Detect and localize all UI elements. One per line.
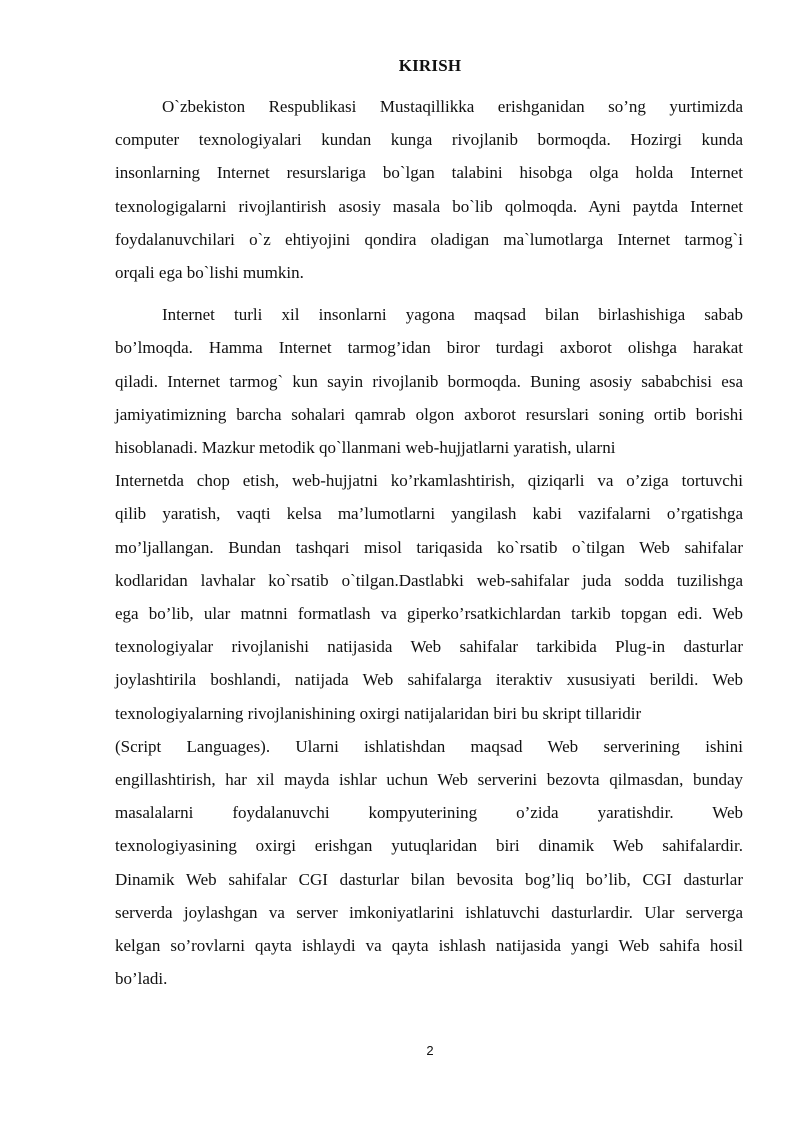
paragraph-2 [115,298,743,464]
text-line: Internet turli xil insonlarni yagona maqsad bilan birlashishiga sabab [162,305,743,325]
text-line: joylashtirila boshlandi, natijada Web sahifalarga iteraktiv xususiyati berildi. Web [115,670,743,690]
text-line: (Script Languages). Ularni ishlatishdan maqsad Web serverining ishini [115,736,743,756]
text-line: engillashtirish, har xil mayda ishlar uchun Web serverini bezovta qilmasdan, bunday [115,770,743,790]
text-line: Internetda chop etish, web-hujjatni ko’rkamlashtirish, qiziqarli va o’ziga tortuvchi [115,471,743,491]
text-line: ega bo’lib, ular matnni formatlash va giperko’rsatkichlardan tarkib topgan edi. Web [115,604,743,624]
text-line: bo’lmoqda. Hamma Internet tarmog’idan biror turdagi axborot olishga harakat [115,338,743,358]
text-line: O`zbekiston Respublikasi Mustaqillikka erishganidan so’ng yurtimizda [162,97,743,116]
text-line: qilib yaratish, vaqti kelsa ma’lumotlarni yangilash kabi vazifalarni o’rgatishga [115,504,743,524]
text-line: texnologiyalar rivojlanishi natijasida Web sahifalar tarkibida Plug-in dasturlar [115,637,743,657]
text-line: mo’ljallangan. Bundan tashqari misol tariqasida ko`rsatib o`tilgan Web sahifalar [115,537,743,557]
text-line: texnologiyalarning rivojlanishining oxirgi natijalaridan biri bu skript tillaridir [115,703,642,723]
text-line: texnologigalarni rivojlantirish asosiy masala bo`lib qolmoqda. Ayni paytda Internet [115,196,743,216]
page-number: 2 [426,1043,434,1058]
text-line: insonlarning Internet resurslariga bo`lgan talabini hisobga olga holda Internet [115,163,743,183]
text-line: computer texnologiyalari kundan kunga rivojlanib bormoqda. Hozirgi kunda [115,130,743,150]
text-line: qiladi. Internet tarmog` kun sayin rivojlanib bormoqda. Buning asosiy sababchisi esa [115,371,743,391]
text-line: orqali ega bo`lishi mumkin. [115,263,304,283]
paragraph-3 [115,464,743,730]
page-title: KIRISH [398,56,462,75]
text-line: kodlaridan lavhalar ko`rsatib o`tilgan.Dastlabki web-sahifalar juda sodda tuzilishga [115,570,743,590]
text-line: masalalarni foydalanuvchi kompyuterining o’zida yaratishdir. Web [115,803,743,823]
text-line: jamiyatimizning barcha sohalari qamrab olgon axborot resurslari soning ortib borishi [115,404,743,424]
text-line: Dinamik Web sahifalar CGI dasturlar bilan bevosita bog’liq bo’lib, CGI dasturlar [115,869,743,889]
text-line: foydalanuvchilari o`z ehtiyojini qondira oladigan ma`lumotlarga Internet tarmog`i [115,229,743,249]
text-line: hisoblanadi. Mazkur metodik qo`llanmani web-hujjatlarni yaratish, ularni [115,438,616,458]
paragraph-1 [115,90,743,289]
text-line: bo’ladi. [115,969,168,989]
text-line: kelgan so’rovlarni qayta ishlaydi va qayta ishlash natijasida yangi Web sahifa hosil [115,936,743,956]
paragraph-4 [115,730,743,996]
document-body [115,90,743,995]
text-line: serverda joylashgan va server imkoniyatlarini ishlatuvchi dasturlardir. Ular serverga [115,902,743,922]
text-line: texnologiyasining oxirgi erishgan yutuqlaridan biri dinamik Web sahifalardir. [115,836,743,856]
